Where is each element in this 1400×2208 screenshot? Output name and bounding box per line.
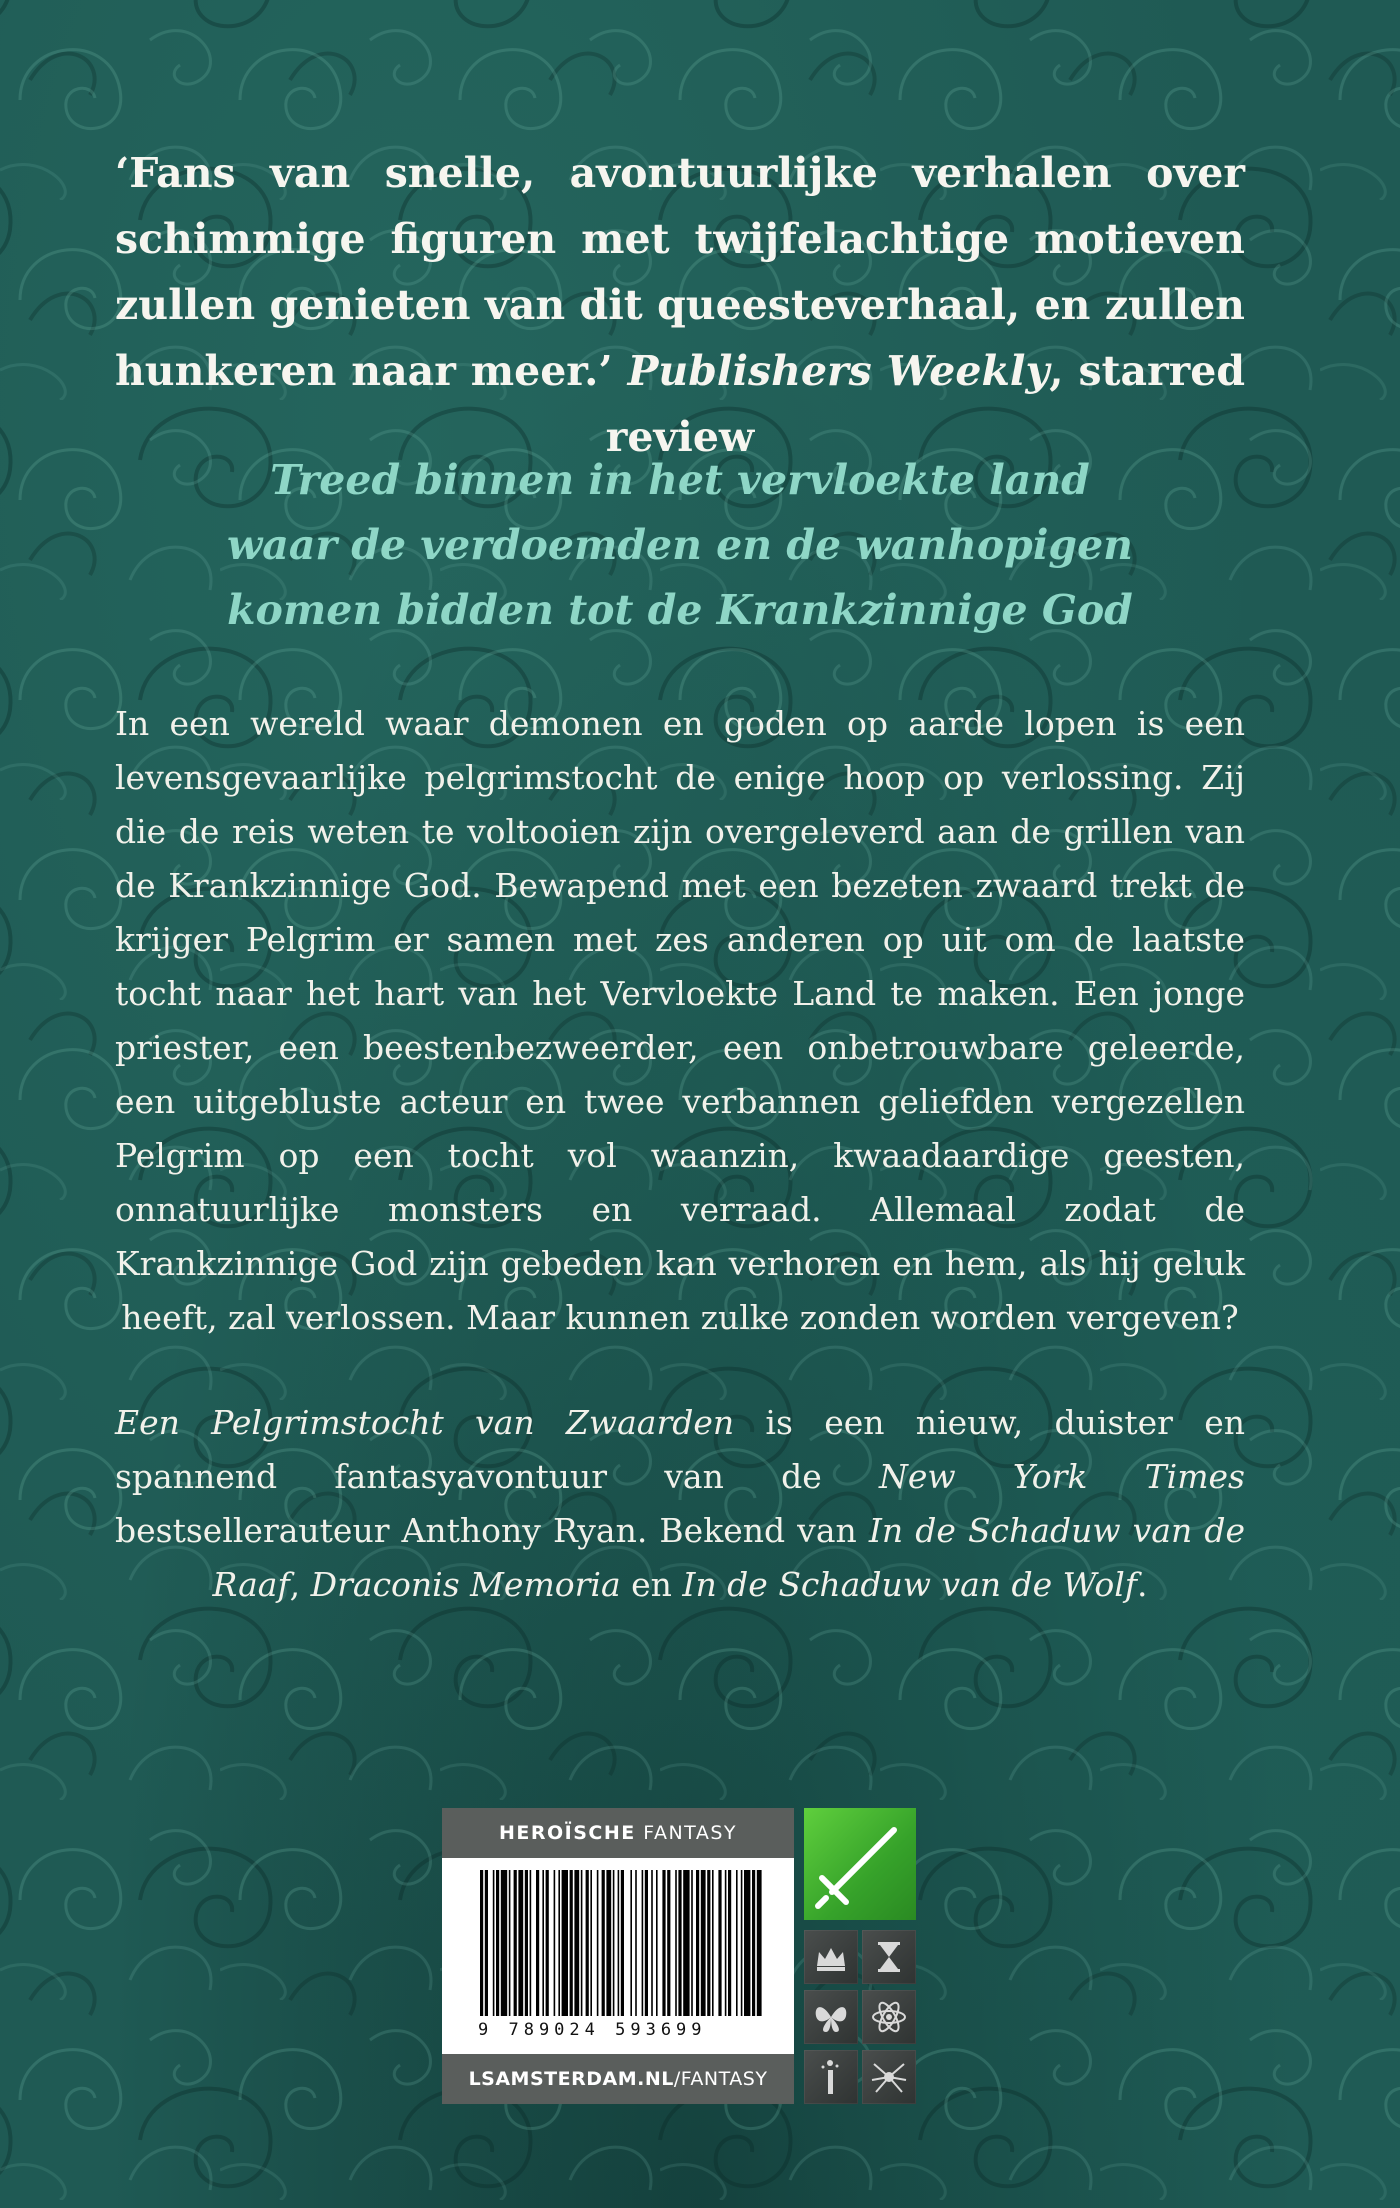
isbn-digits: 9 789024 593699 — [478, 2020, 707, 2040]
tagline-line-1: Treed binnen in het vervloekte land — [270, 456, 1090, 504]
barcode-panel — [442, 1808, 794, 2104]
publisher-url[interactable] — [442, 2054, 794, 2104]
genre-label-rest: FANTASY — [635, 1822, 737, 1844]
hourglass-icon — [862, 1930, 916, 1984]
author-blurb-text-3: en — [620, 1565, 683, 1604]
barcode — [478, 1870, 764, 2018]
quote-text: ‘Fans van snelle, avontuurlijke verhalen over schimmige figuren met twijfelachtige motieven zullen genieten van dit queesteverhaal, en zullen hunkeren naar meer.’ — [115, 149, 1245, 395]
author-blurb — [115, 1396, 1245, 1612]
tagline — [115, 448, 1245, 643]
wand-icon — [804, 2050, 858, 2104]
crown-icon — [804, 1930, 858, 1984]
quote-suffix: , starred review — [605, 347, 1246, 461]
other-book-1: In de Schaduw van de Raaf — [212, 1511, 1245, 1604]
other-book-3: In de Schaduw van de Wolf — [682, 1565, 1137, 1604]
review-quote — [115, 140, 1245, 470]
synopsis: In een wereld waar demonen en goden op aarde lopen is een levensgevaarlijke pelgrimstocht de enige hoop op verlossing. Zij die de reis weten te voltooien zijn overgeleverd aan de grillen van de Krankzinnige God. Bewapend met een bezeten zwaard trekt de krijger Pelgrim er samen met zes anderen op uit om de laatste tocht naar het hart van het Vervloekte Land te maken. Een jonge priester, een beestenbezweerder, een onbetrouwbare geleerde, een uitgebluste acteur en twee verbannen geliefden vergezellen Pelgrim op een tocht vol waanzin, kwaadaardige geesten, onnatuurlijke monsters en verraad. Allemaal zodat de Krankzinnige God zijn gebeden kan verhoren en hem, als hij geluk heeft, zal verlossen. Maar kunnen zulke zonden worden vergeven? — [115, 704, 1245, 1337]
author-blurb-text-2: bestsellerauteur Anthony Ryan. Bekend van — [115, 1511, 869, 1550]
spider-icon — [862, 2050, 916, 2104]
quote-source: Publishers Weekly — [627, 347, 1050, 395]
tagline-line-2: waar de verdoemden en de wanhopigen — [227, 521, 1133, 569]
tagline-line-3: komen bidden tot de Krankzinnige God — [227, 586, 1133, 634]
publisher-url-rest: /FANTASY — [673, 2068, 768, 2090]
publisher-url-bold: LSAMSTERDAM.NL — [468, 2068, 674, 2090]
genre-label — [442, 1808, 794, 1858]
sword-icon — [804, 1808, 916, 1920]
author-blurb-text-1: is een nieuw, duister en spannend fantasyavontuur van de — [115, 1403, 1245, 1496]
author-blurb-end: . — [1136, 1565, 1148, 1604]
atom-icon — [862, 1990, 916, 2044]
other-book-2: Draconis Memoria — [310, 1565, 621, 1604]
genre-label-bold: HEROÏSCHE — [499, 1822, 636, 1844]
nyt-label: New York Times — [878, 1457, 1245, 1496]
butterfly-icon — [804, 1990, 858, 2044]
author-blurb-sep: , — [289, 1565, 311, 1604]
book-title: Een Pelgrimstocht van Zwaarden — [115, 1403, 735, 1442]
